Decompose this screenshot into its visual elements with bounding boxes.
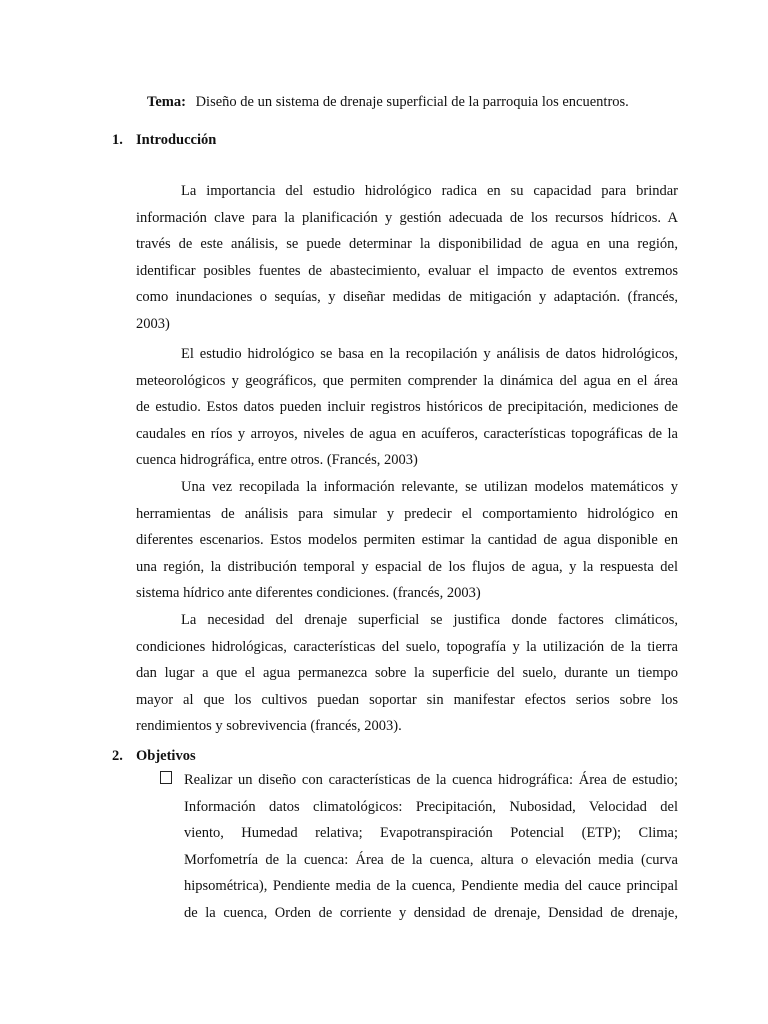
text-line: través de este análisis, se puede determinar la disponibilidad de agua en una región, bbox=[136, 236, 678, 252]
text-line: El estudio hidrológico se basa en la recopilación y análisis de datos hidrológicos, bbox=[181, 346, 678, 362]
topic-line bbox=[147, 92, 629, 112]
topic-text: Diseño de un sistema de drenaje superficial de la parroquia los encuentros. bbox=[195, 94, 629, 110]
text-line: dan lugar a que el agua permanezca sobre la superficie del suelo, durante un tiempo bbox=[136, 665, 678, 681]
text-line: Una vez recopilada la información relevante, se utilizan modelos matemáticos y bbox=[181, 479, 678, 495]
text-line: La importancia del estudio hidrológico radica en su capacidad para brindar bbox=[181, 183, 678, 199]
text-line: condiciones hidrológicas, características del suelo, topografía y la utilización de la tierra bbox=[136, 638, 678, 655]
topic-label: Tema: bbox=[147, 94, 186, 110]
text-line: de la cuenca, Orden de corriente y densidad de drenaje, Densidad de drenaje, bbox=[184, 904, 678, 921]
section-title: Introducción bbox=[136, 132, 217, 148]
text-line: Morfometría de la cuenca: Área de la cuenca, altura o elevación media (curva bbox=[184, 851, 678, 868]
paragraph-2 bbox=[136, 341, 678, 474]
text-line: Realizar un diseño con características de la cuenca hidrográfica: Área de estudio; bbox=[184, 772, 678, 788]
text-line: como inundaciones o sequías, y diseñar medidas de mitigación y adaptación. (francés, bbox=[136, 289, 678, 305]
section-number: 2. bbox=[112, 748, 123, 764]
text-line: diferentes escenarios. Estos modelos permiten estimar la cantidad de agua disponible en bbox=[136, 532, 678, 548]
text-line: meteorológicos y geográficos, que permiten comprender la dinámica del agua en el área bbox=[136, 372, 678, 389]
section-heading-introduction bbox=[112, 130, 216, 150]
square-bullet-icon bbox=[160, 771, 172, 784]
text-line: herramientas de análisis para simular y predecir el comportamiento hidrológico en bbox=[136, 505, 678, 522]
text-line: hipsométrica), Pendiente media de la cuenca, Pendiente media del cauce principal bbox=[184, 878, 678, 894]
text-line: información clave para la planificación y gestión adecuada de los recursos hídricos. A bbox=[136, 209, 678, 226]
text-line: viento, Humedad relativa; Evapotranspiración Potencial (ETP); Clima; bbox=[184, 825, 678, 841]
text-line: cuenca hidrográfica, entre otros. (Francés, 2003) bbox=[136, 452, 418, 468]
section-title: Objetivos bbox=[136, 748, 196, 764]
text-line: mayor al que los cultivos puedan soportar sin manifestar efectos serios sobre los bbox=[136, 691, 678, 708]
text-line: rendimientos y sobrevivencia (francés, 2003). bbox=[136, 718, 402, 734]
text-line: caudales en ríos y arroyos, niveles de agua en acuíferos, características topográficas de la bbox=[136, 425, 678, 442]
section-heading-objectives bbox=[112, 746, 196, 766]
text-line: de estudio. Estos datos pueden incluir registros históricos de precipitación, mediciones de bbox=[136, 399, 678, 415]
text-line: una región, la distribución temporal y espacial de los flujos de agua, y la respuesta del bbox=[136, 558, 678, 575]
paragraph-3 bbox=[136, 474, 678, 607]
paragraph-1 bbox=[136, 178, 678, 337]
text-line: identificar posibles fuentes de abastecimiento, evaluar el impacto de eventos extremos bbox=[136, 262, 678, 279]
paragraph-4 bbox=[136, 607, 678, 740]
section-number: 1. bbox=[112, 132, 123, 148]
objective-item bbox=[184, 767, 678, 926]
text-line: 2003) bbox=[136, 315, 170, 332]
text-line: Información datos climatológicos: Precipitación, Nubosidad, Velocidad del bbox=[184, 798, 678, 815]
text-line: sistema hídrico ante diferentes condiciones. (francés, 2003) bbox=[136, 585, 481, 601]
text-line: La necesidad del drenaje superficial se justifica donde factores climáticos, bbox=[181, 612, 678, 628]
